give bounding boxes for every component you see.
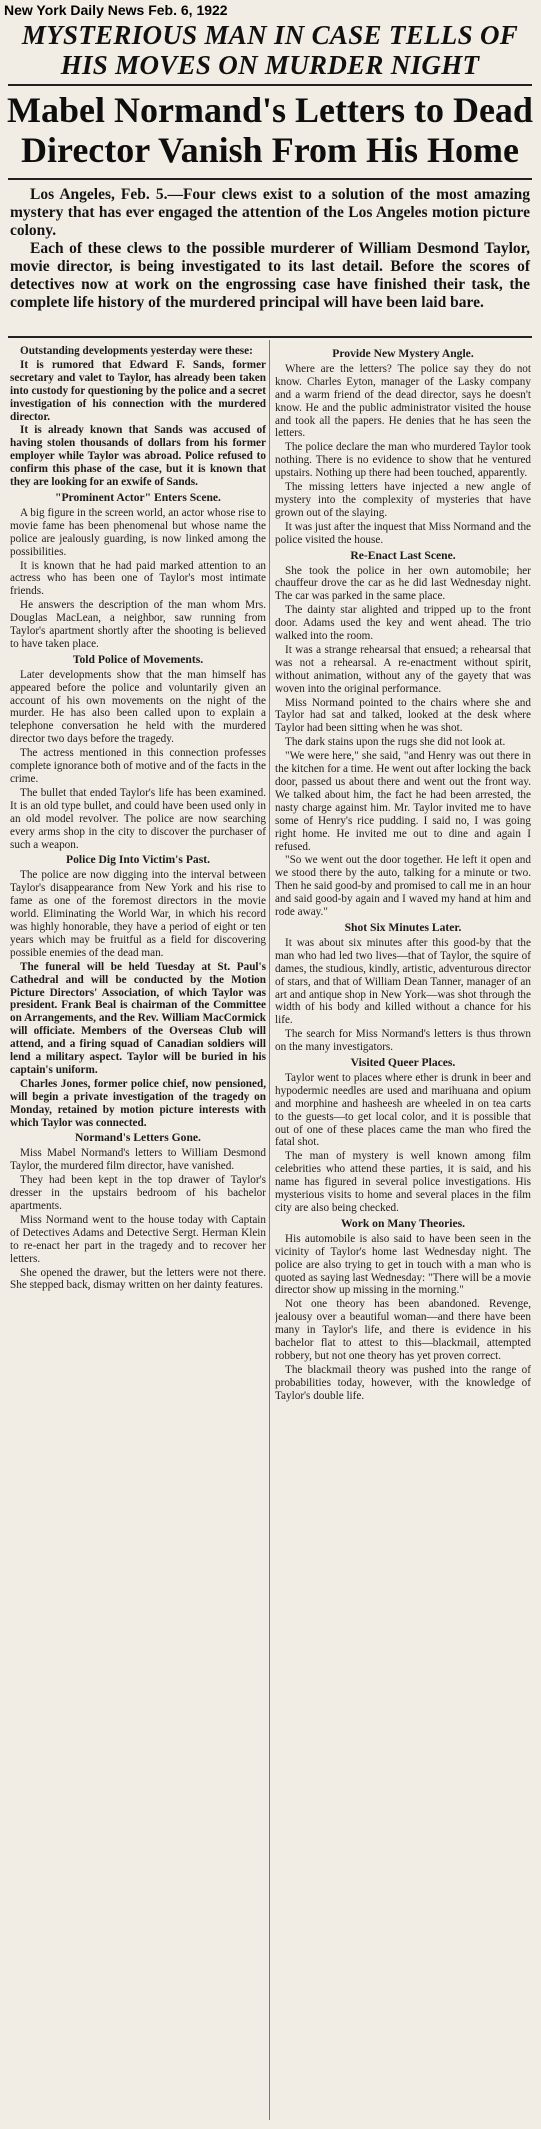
body-paragraph: "We were here," she said, "and Henry was out there in the kitchen for a time. He went out after locking the back door, passed us about there and went out the front way. We talked about him, the fact he had been arrested, the nasty charge against him. Mr. Taylor invited me to have some of Henry's rice pudding. I said no, I was going right home. He invited me out to dine and again I refused. — [275, 750, 531, 853]
main-headline: Mabel Normand's Letters to Dead Director Vanish From His Home — [7, 90, 533, 170]
subheading: Work on Many Theories. — [340, 1216, 466, 1230]
body-paragraph: The missing letters have injected a new angle of mystery into the complexity of mysteries that have grown out of the slaying. — [275, 481, 531, 519]
headline-rule — [8, 178, 532, 180]
body-paragraph: Miss Mabel Normand's letters to William Desmond Taylor, the murdered film director, have vanished. — [10, 1147, 266, 1173]
column-divider — [269, 340, 270, 2120]
body-paragraph: The funeral will be held Tuesday at St. Paul's Cathedral and will be conducted by the Motion Picture Directors' Association, of which Taylor was president. Frank Beal is chairman of the Committee on Arrangements, and the Rev. William MacCormick will officiate. Members of the Overseas Club will attend, and a firing squad of Canadian soldiers will lend a military aspect. Taylor will be buried in his captain's uniform. — [10, 960, 266, 1076]
body-paragraph: Not one theory has been abandoned. Revenge, jealousy over a beautiful woman—and there have been many in Taylor's life, and there is evidence in his bachelor flat to attest to this—blackmail, attempted robbery, but not one theory has yet proven correct. — [275, 1298, 531, 1362]
body-paragraph: Later developments show that the man himself has appeared before the police and voluntarily given an account of his own movements on the night of the murder. He has also been called upon to explain a telephone conversation he held with the murdered director two days before the tragedy. — [10, 668, 266, 746]
body-paragraph: The bullet that ended Taylor's life has been examined. It is an old type bullet, and could have been used only in an old model revolver. The police are now searching every arms shop in the city to discover the purchaser of such a weapon. — [10, 786, 266, 851]
subheading: Police Dig Into Victim's Past. — [66, 853, 210, 867]
body-paragraph: The police declare the man who murdered Taylor took nothing. There is no evidence to show that he ventured upstairs. Nothing up there had been touched, apparently. — [275, 441, 531, 480]
subheading: Normand's Letters Gone. — [75, 1131, 201, 1145]
body-paragraph: The blackmail theory was pushed into the range of probabilities today, however, with the knowledge of Taylor's double life. — [275, 1363, 531, 1402]
lead-paragraphs — [10, 186, 530, 312]
lead-rule — [8, 336, 532, 338]
subheading: Provide New Mystery Angle. — [332, 347, 474, 360]
body-paragraph: Miss Normand went to the house today with Captain of Detectives Adams and Detective Sergt. Herman Klein to re-enact her part in the tragedy and to recover her letters. — [10, 1213, 266, 1265]
subheading: Shot Six Minutes Later. — [344, 920, 462, 934]
body-paragraph: The man of mystery is well known among film celebrities who attend these parties, it is said, and his name has figured in several police investigations. His mysterious visits to home and several places in the film city are also being checked. — [275, 1150, 531, 1214]
body-paragraph: The police are now digging into the interval between Taylor's disappearance from New York and his rise to fame as one of the foremost directors in the movie world. Eliminating the World War, in which his record was highly honorable, they have a period of eight or ten years which may be fruitful as a field for discovering possible enemies of the dead man. — [10, 869, 266, 959]
body-paragraph: He answers the description of the man whom Mrs. Douglas MacLean, a neighbor, saw running from Taylor's apartment shortly after the shooting is believed to have taken place. — [10, 599, 266, 650]
body-paragraph: She opened the drawer, but the letters were not there. She stepped back, dismay written on her dainty features. — [10, 1266, 266, 1292]
body-paragraph: Where are the letters? The police say they do not know. Charles Eyton, manager of the Lasky company and a warm friend of the dead director, says he doesn't know. He and the public administrator visited the house and took all the papers. He denies that he has seen the letters. — [275, 362, 531, 440]
body-paragraph: A big figure in the screen world, an actor whose rise to movie fame has been phenomenal but whose name the police are jealously guarding, is now linked among the possibilities. — [10, 506, 266, 558]
right-column — [275, 345, 531, 2120]
headline-rule — [8, 84, 532, 86]
subheading: "Prominent Actor" Enters Scene. — [55, 490, 221, 504]
lead-paragraph: Each of these clews to the possible murderer of William Desmond Taylor, movie director, is being investigated to its last detail. Before the scores of detectives now at work on the engrossing case have finished their task, the complete life history of the murdered principal will have been laid bare. — [10, 240, 530, 311]
body-paragraph: Charles Jones, former police chief, now pensioned, will begin a private investigation of the tragedy on Monday, retained by motion picture interests with which Taylor was connected. — [10, 1077, 266, 1129]
body-paragraph: Miss Normand pointed to the chairs where she and Taylor had sat and talked, looked at the desk where Taylor had been sitting when he was shot. — [275, 696, 531, 735]
body-paragraph: The dainty star alighted and tripped up to the front door. Adams used the key and went ahead. The trio walked into the room. — [275, 604, 531, 643]
body-paragraph: The actress mentioned in this connection professes complete ignorance both of motive and of the facts in the crime. — [10, 747, 266, 785]
subheading: Told Police of Movements. — [72, 652, 204, 666]
subheading: Re-Enact Last Scene. — [350, 548, 456, 562]
body-paragraph: The dark stains upon the rugs she did not look at. — [285, 736, 506, 749]
body-paragraph: "So we went out the door together. He left it open and we stood there by the auto, talking for a minute or two. Then he said good-by and promised to call me in an hour and said good-by again and I waved my hand at him and rode away." — [275, 854, 531, 919]
body-paragraph: It is already known that Sands was accused of having stolen thousands of dollars from his former employer while Taylor was abroad. Police refused to confirm this phase of the case, but it is known that they are looking for an exwife of Sands. — [10, 424, 266, 489]
body-paragraph: It was just after the inquest that Miss Normand and the police visited the house. — [275, 520, 531, 546]
body-paragraph: She took the police in her own automobile; her chauffeur drove the car as he did last Wednesday night. The car was parked in the same place. — [275, 564, 531, 603]
subheading: Visited Queer Places. — [350, 1056, 456, 1070]
body-paragraph: His automobile is also said to have been seen in the vicinity of Taylor's home last Wednesday night. The police are also trying to get in touch with a man who is quoted as saying last Wednesday: "There will be a movie director show up missing in the morning." — [275, 1232, 531, 1297]
dateline: New York Daily News Feb. 6, 1922 — [4, 2, 228, 18]
lead-paragraph: Los Angeles, Feb. 5.—Four clews exist to a solution of the most amazing mystery that has ever engaged the attention of the Los Angeles motion picture colony. — [10, 186, 530, 239]
kicker-headline: MYSTERIOUS MAN IN CASE TELLS OF HIS MOVES ON MURDER NIGHT — [21, 20, 519, 80]
body-paragraph: The search for Miss Normand's letters is thus thrown on the many investigators. — [275, 1028, 531, 1054]
body-paragraph: It is rumored that Edward F. Sands, former secretary and valet to Taylor, has already been taken into custody for questioning by the police and a secret investigation of his connection with the murdered director. — [10, 358, 266, 423]
body-paragraph: They had been kept in the top drawer of Taylor's dresser in the upstairs bedroom of his bachelor apartments. — [10, 1174, 266, 1212]
left-column — [10, 345, 266, 2120]
body-paragraph: It is known that he had paid marked attention to an actress who has been one of Taylor's most intimate friends. — [10, 559, 266, 598]
body-paragraph: Outstanding developments yesterday were these: — [20, 345, 253, 357]
body-paragraph: Taylor went to places where ether is drunk in beer and hypodermic needles are used and marihuana and opium and morphine and hasheesh are wheeled in on tea carts to the guests—to get local color, and it is possible that out of one of these places came the man who fired the fatal shot. — [275, 1071, 531, 1149]
body-paragraph: It was a strange rehearsal that ensued; a rehearsal that was not a rehearsal. A re-enactment without spirit, without animation, without any of the gayety that was woven into the original performance. — [275, 643, 531, 695]
body-paragraph: It was about six minutes after this good-by that the man who had led two lives—that of Taylor, the squire of dames, the studious, kindly, artistic, adventurous director of stars, and that of William Dean Tanner, manager of an art and antique shop in New York—was shot through the width of his body and killed without a chance for his life. — [275, 936, 531, 1027]
